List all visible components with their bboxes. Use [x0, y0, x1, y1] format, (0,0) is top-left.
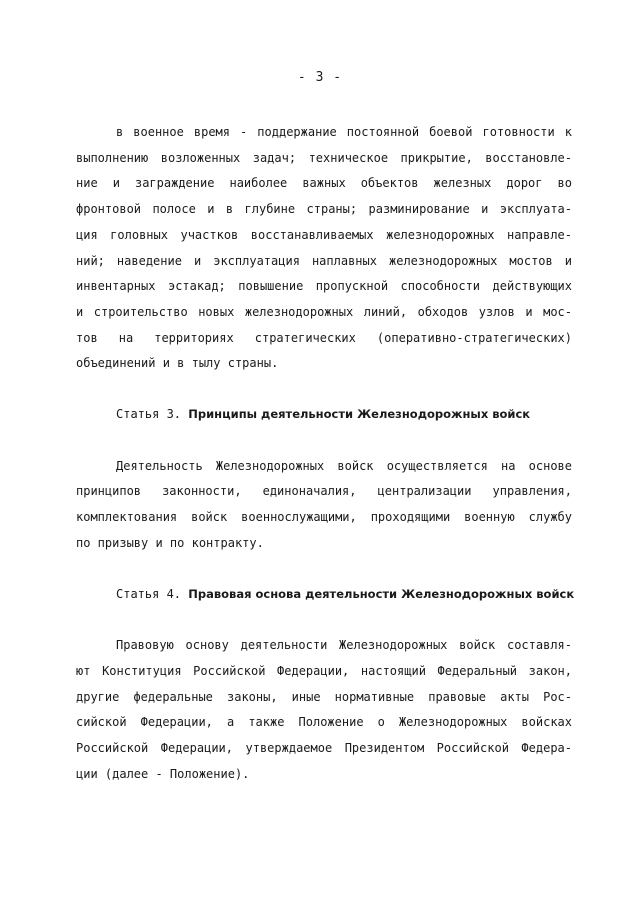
article-4-label: Статья 4. — [116, 586, 182, 601]
article-4-paragraph — [76, 633, 572, 787]
text-line: ние и заграждение наиболее важных объектов железных дорог во — [76, 176, 572, 191]
article-4-heading — [76, 582, 575, 608]
text-line: другие федеральные законы, иные нормативные правовые акты Рос- — [76, 689, 572, 704]
text-line: ют Конституция Российской Федерации, настоящий Федеральный закон, — [76, 663, 572, 678]
text-line: объединений и в тылу страны. — [76, 356, 279, 371]
text-line: ция головных участков восстанавливаемых железнодорожных направле- — [76, 227, 572, 242]
text-line: и строительство новых железнодорожных линий, обходов узлов и мос- — [76, 304, 572, 319]
text-line: комплектования войск военнослужащими, проходящими военную службу — [76, 510, 572, 525]
article-4-title: Правовая основа деятельности Железнодорожных войск — [188, 586, 575, 601]
text-line: фронтовой полосе и в глубине страны; разминирование и эксплуата- — [76, 202, 572, 217]
article-3-paragraph — [76, 454, 572, 557]
document-body — [76, 120, 575, 787]
text-line: ний; наведение и эксплуатация наплавных железнодорожных мостов и — [76, 253, 572, 268]
text-line: выполнению возложенных задач; техническое прикрытие, восстановле- — [76, 150, 572, 165]
text-line: Правовую основу деятельности Железнодорожных войск составля- — [116, 638, 572, 653]
text-line: Российской Федерации, утверждаемое Президентом Российской Федера- — [76, 741, 572, 756]
text-line: тов на территориях стратегических (оперативно-стратегических) — [76, 330, 572, 345]
article-3-heading — [76, 402, 572, 428]
text-line: сийской Федерации, а также Положение о Железнодорожных войсках — [76, 715, 572, 730]
text-line: принципов законности, единоначалия, централизации управления, — [76, 484, 572, 499]
article-3-label: Статья 3. — [116, 407, 182, 422]
text-line: в военное время - поддержание постоянной боевой готовности к — [116, 125, 572, 139]
paragraph-wartime-tasks — [76, 120, 572, 377]
article-3-title: Принципы деятельности Железнодорожных войск — [188, 407, 531, 422]
page-number: - 3 - — [297, 70, 343, 85]
text-line: по призыву и по контракту. — [76, 535, 264, 550]
text-line: инвентарных эстакад; повышение пропускной способности действующих — [76, 279, 572, 294]
text-line: ции (далее - Положение). — [76, 766, 250, 781]
text-line: Деятельность Железнодорожных войск осуществляется на основе — [116, 458, 572, 473]
